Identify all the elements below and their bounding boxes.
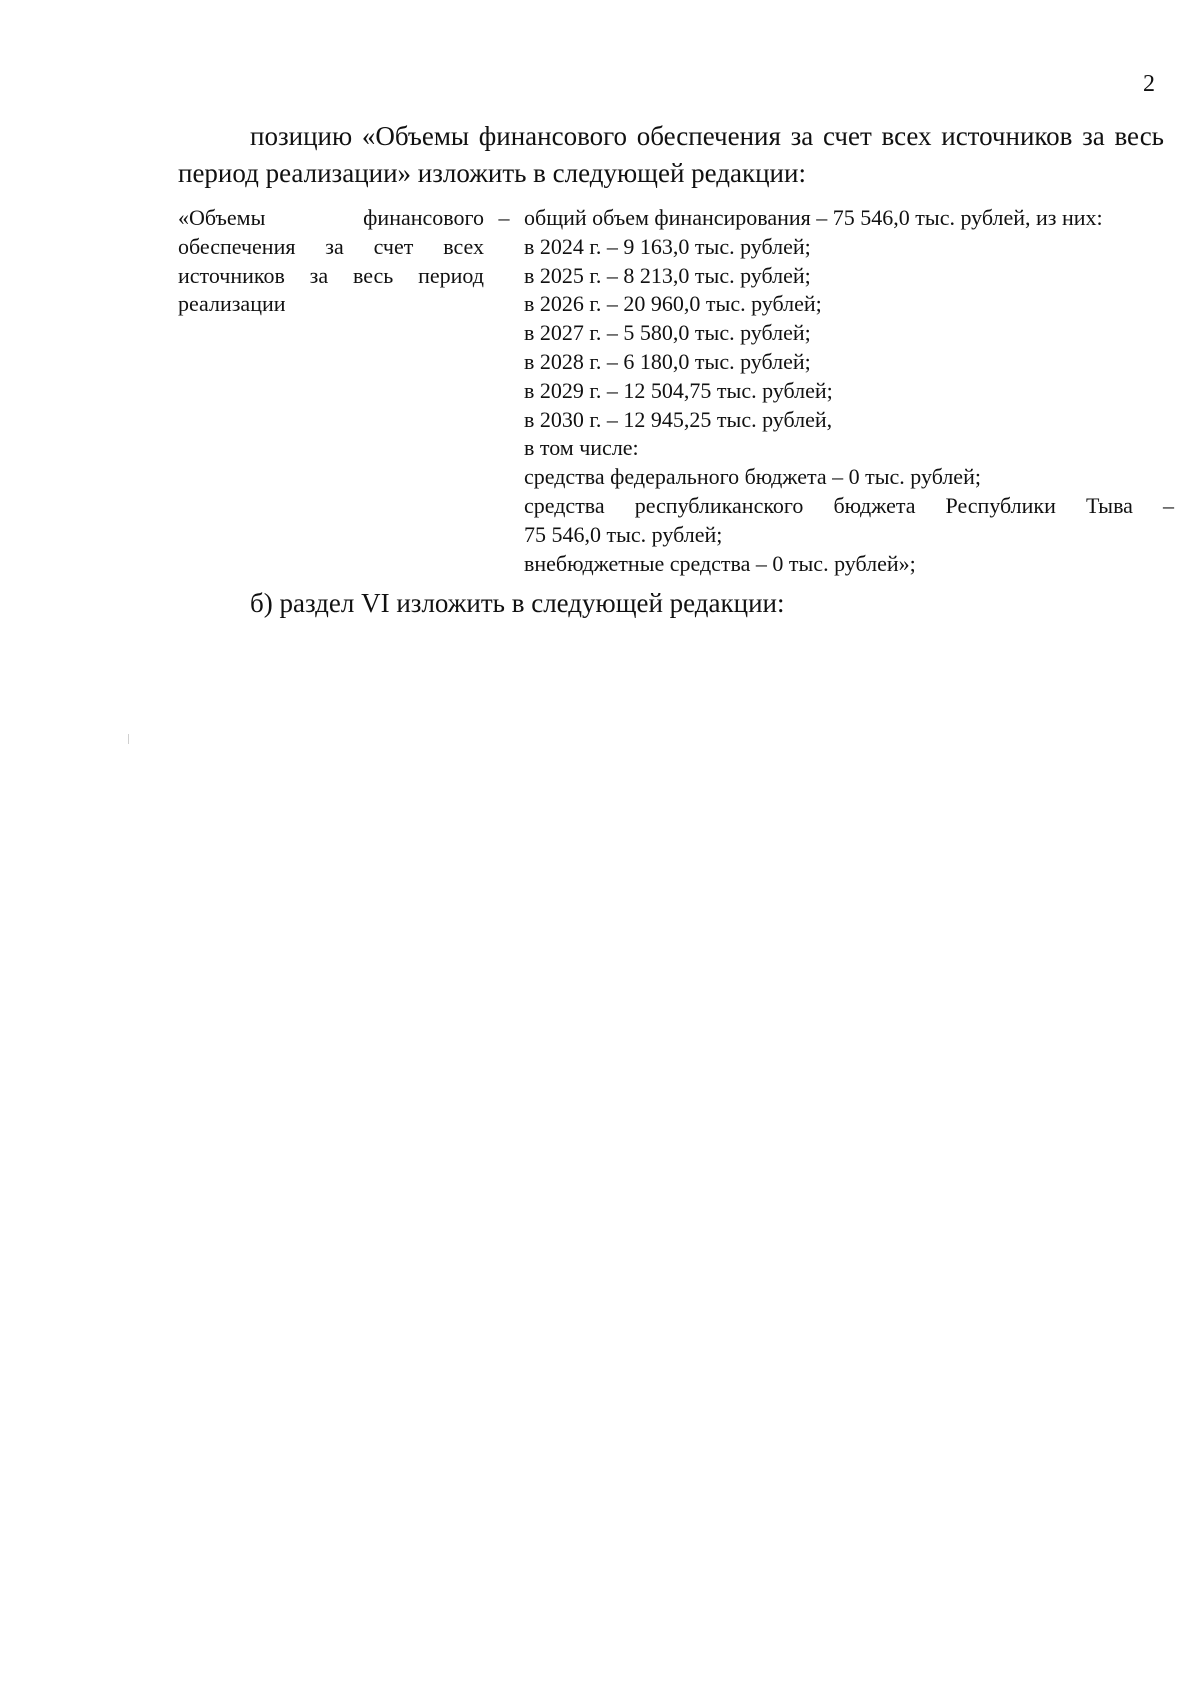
funding-line-extrabudget: внебюджетные средства – 0 тыс. рублей»; [524, 550, 916, 576]
passport-row-dash: – [498, 205, 510, 230]
funding-line-including: в том числе: [524, 435, 639, 461]
funding-line-republic-amount: 75 546,0 тыс. рублей; [524, 521, 723, 547]
passport-row-label: «Объемы финансового обеспечения за счет всех источников за весь период реализации [178, 205, 484, 317]
funding-line-federal: средства федерального бюджета – 0 тыс. рублей; [524, 464, 981, 490]
funding-line-2027: в 2027 г. – 5 580,0 тыс. рублей; [524, 320, 811, 346]
funding-line-republic: средства республиканского бюджета Республики Тыва – [524, 492, 1174, 518]
funding-line-2026: в 2026 г. – 20 960,0 тыс. рублей; [524, 291, 822, 317]
funding-line-2029: в 2029 г. – 12 504,75 тыс. рублей; [524, 377, 833, 403]
page-number: 2 [1143, 71, 1155, 97]
funding-line-2030: в 2030 г. – 12 945,25 тыс. рублей, [524, 406, 833, 432]
passport-table-row [178, 204, 1174, 578]
funding-line-total: общий объем финансирования – 75 546,0 тыс. рублей, из них: [524, 205, 1103, 230]
funding-line-2028: в 2028 г. – 6 180,0 тыс. рублей; [524, 348, 811, 374]
intro-paragraph-text: позицию «Объемы финансового обеспечения за счет всех источников за весь период реализации» изложить в следующей редакции: [178, 121, 1164, 188]
funding-line-2025: в 2025 г. – 8 213,0 тыс. рублей; [524, 262, 811, 288]
passport-row-value [524, 204, 1174, 578]
intro-paragraph [178, 118, 1164, 192]
section-b-paragraph [178, 585, 1164, 622]
section-b-paragraph-text: б) раздел VI изложить в следующей редакции: [250, 588, 785, 618]
funding-line-2024: в 2024 г. – 9 163,0 тыс. рублей; [524, 233, 811, 259]
scan-mark [128, 734, 129, 744]
